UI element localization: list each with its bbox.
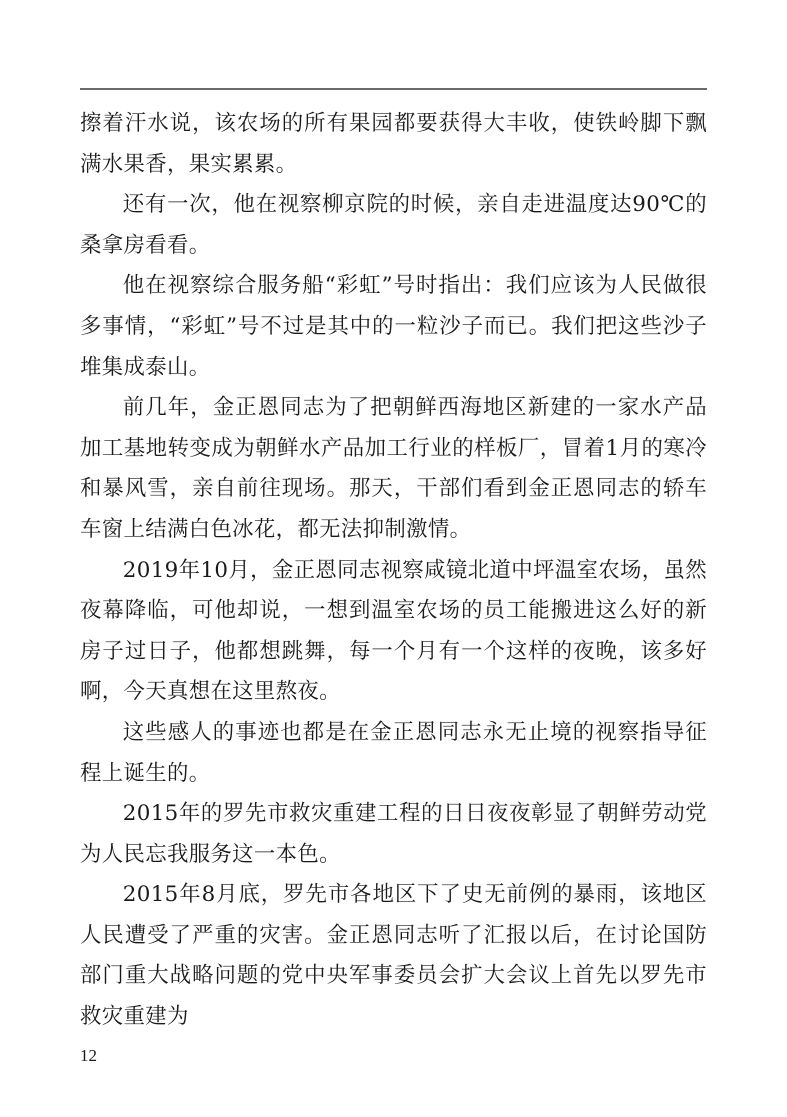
body-text	[80, 104, 707, 1038]
paragraph-2: 还有一次，他在视察柳京院的时候，亲自走进温度达90℃的桑拿房看看。	[80, 192, 707, 258]
paragraph-4: 前几年，金正恩同志为了把朝鲜西海地区新建的一家水产品加工基地转变成为朝鲜水产品加工行业的样板厂，冒着1月的寒冷和暴风雪，亲自前往现场。那天，干部们看到金正恩同志的轿车车窗上结满白色冰花，都无法抑制激情。	[80, 395, 707, 542]
header-rule	[80, 88, 707, 90]
paragraph-6: 这些感人的事迹也都是在金正恩同志永无止境的视察指导征程上诞生的。	[80, 719, 707, 786]
paragraph-8: 2015年8月底，罗先市各地区下了史无前例的暴雨，该地区人民遭受了严重的灾害。金正恩同志听了汇报以后，在讨论国防部门重大战略问题的党中央军事委员会扩大会议上首先以罗先市救灾重建为	[80, 882, 707, 1030]
paragraph-3: 他在视察综合服务船“彩虹”号时指出：我们应该为人民做很多事情，“彩虹”号不过是其中的一粒沙子而已。我们把这些沙子堆集成泰山。	[80, 273, 707, 380]
paragraph-5: 2019年10月，金正恩同志视察咸镜北道中坪温室农场，虽然夜幕降临，可他却说，一想到温室农场的员工能搬进这么好的新房子过日子，他都想跳舞，每一个月有一个这样的夜晚，该多好啊，今天真想在这里熬夜。	[80, 557, 707, 705]
paragraph-1: 擦着汗水说，该农场的所有果园都要获得大丰收，使铁岭脚下飘满水果香，果实累累。	[80, 111, 707, 177]
paragraph-7: 2015年的罗先市救灾重建工程的日日夜夜彰显了朝鲜劳动党为人民忘我服务这一本色。	[80, 801, 707, 867]
page-number: 12	[80, 1046, 97, 1065]
